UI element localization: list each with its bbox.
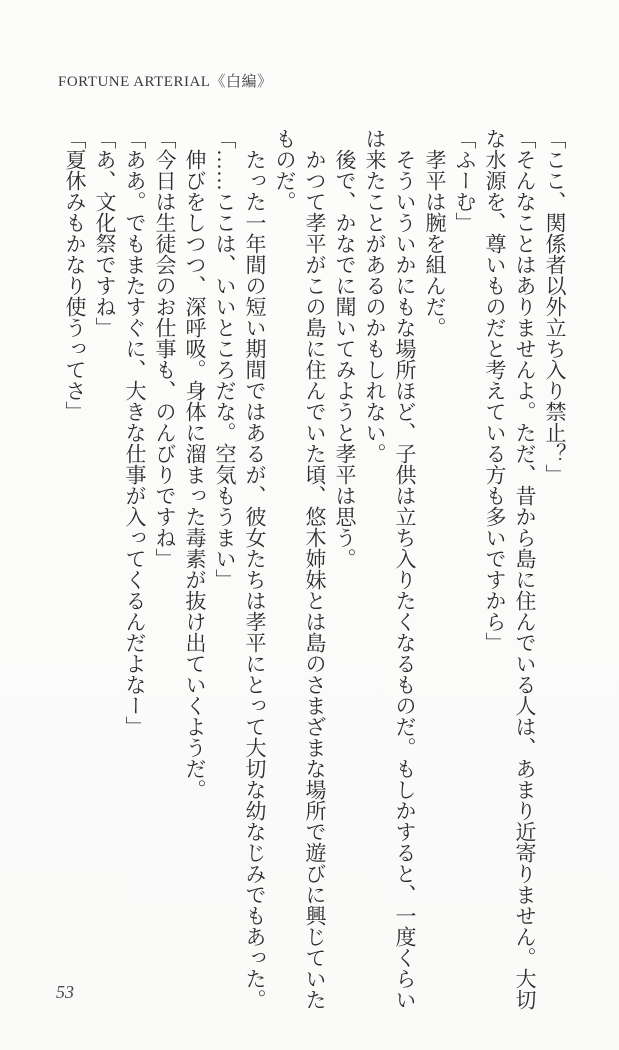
paragraph: 「今日は生徒会のお仕事も、のんびりですね」 (153, 128, 177, 569)
paragraph: 孝平は腕を組んだ。 (423, 149, 447, 338)
paragraph: 「……ここは、いいところだな。空気もうまい」 (213, 128, 237, 590)
paragraph: 「ここ、関係者以外立ち入り禁止？」 (543, 128, 567, 485)
page-text-body (60, 128, 570, 1012)
paragraph: 「ふーむ」 (453, 128, 477, 233)
paragraph: 「夏休みもかなり使うってさ」 (63, 128, 87, 422)
paragraph: 「ああ。でもまたすぐに、大きな仕事が入ってくるんだよなー」 (123, 128, 147, 737)
paragraph: かつて孝平がこの島に住んでいた頃、悠木姉妹とは島のさまざまな場所で遊びに興じていたものだ。 (273, 128, 327, 1010)
paragraph: たった一年間の短い期間ではあるが、彼女たちは孝平にとって大切な幼なじみでもあった。 (243, 149, 267, 1010)
paragraph: 後で、かなでに聞いてみようと孝平は思う。 (333, 149, 357, 569)
page-number: 53 (56, 982, 74, 1002)
running-header: FORTUNE ARTERIAL《白編》 (58, 74, 273, 90)
paragraph: そういういかにもな場所ほど、子供は立ち入りたくなるものだ。もしかすると、一度くらいは来たことがあるのかもしれない。 (363, 128, 417, 1010)
paragraph: 「あ、文化祭ですね」 (93, 128, 117, 338)
paragraph: 「そんなことはありませんよ。ただ、昔から島に住んでいる人は、あまり近寄りません。大切な水源を、尊いものだと考えている方も多いですから」 (483, 128, 537, 1010)
paragraph: 伸びをしつつ、深呼吸。身体に溜まった毒素が抜け出ていくようだ。 (183, 149, 207, 800)
